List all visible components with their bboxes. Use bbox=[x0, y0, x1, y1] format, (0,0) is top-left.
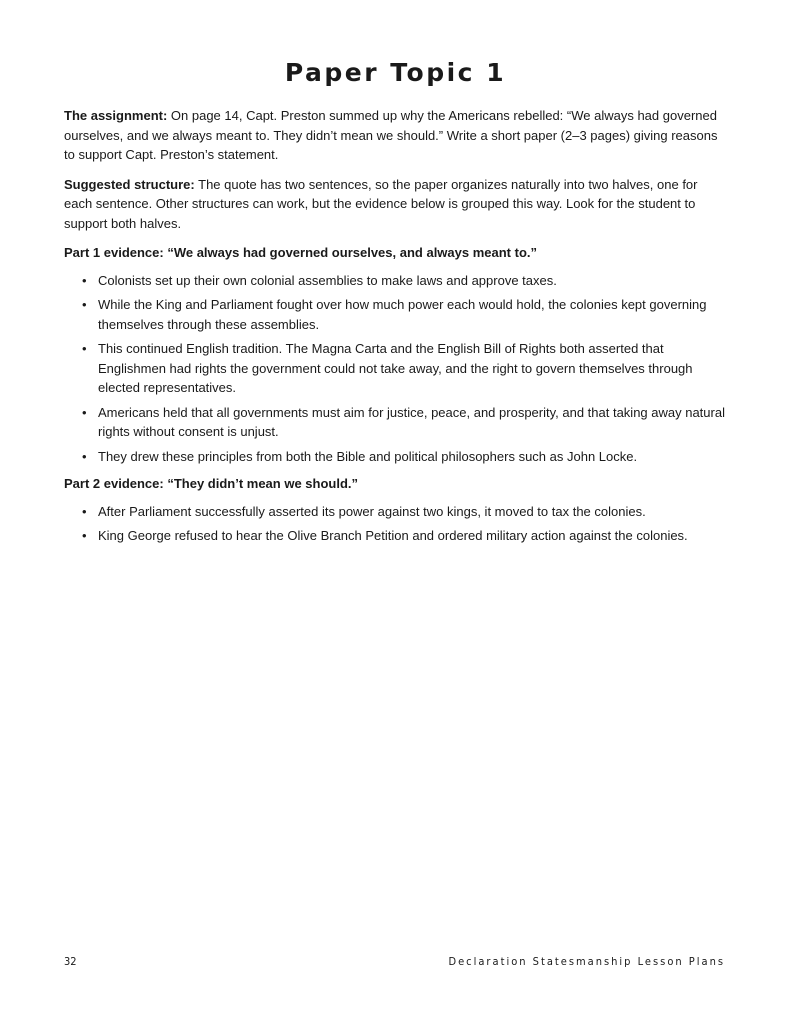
page-footer bbox=[64, 955, 725, 971]
list-item bbox=[64, 271, 728, 291]
list-item bbox=[64, 295, 728, 334]
bullet-icon: • bbox=[82, 404, 87, 420]
assignment-text: On page 14, Capt. Preston summed up why the Americans rebelled: “We always had governed ourselves, and we always meant to. They didn’t mean we should.” Write a short paper (2–3 pages) giving reasons to support Capt. Preston’s statement. bbox=[64, 108, 718, 162]
bullet-icon: • bbox=[82, 448, 87, 464]
list-item-text: While the King and Parliament fought over how much power each would hold, the colonies kept governing themselves through these assemblies. bbox=[98, 297, 707, 332]
part1-list bbox=[64, 271, 728, 467]
page-title: Paper Topic 1 bbox=[284, 58, 507, 87]
list-item bbox=[64, 403, 728, 442]
list-item bbox=[64, 502, 728, 522]
assignment-lead: The assignment: bbox=[64, 108, 168, 123]
bullet-icon: • bbox=[82, 503, 87, 519]
list-item-text: Colonists set up their own colonial assemblies to make laws and approve taxes. bbox=[98, 272, 557, 288]
list-item-text: King George refused to hear the Olive Branch Petition and ordered military action against the colonies. bbox=[98, 528, 688, 543]
bullet-icon: • bbox=[82, 272, 87, 288]
list-item-text: Americans held that all governments must aim for justice, peace, and prosperity, and that taking away natural rights without consent is unjust. bbox=[98, 404, 725, 439]
list-item-text: They drew these principles from both the Bible and political philosophers such as John Locke. bbox=[98, 448, 638, 464]
bullet-icon: • bbox=[82, 297, 87, 312]
structure-text: The quote has two sentences, so the paper organizes naturally into two halves, one for each sentence. Other structures can work, but the evidence below is grouped this way. Look for the student to support both halves. bbox=[64, 176, 698, 231]
part2-list bbox=[64, 502, 728, 546]
part1-heading: Part 1 evidence: “We always had governed ourselves, and always meant to.” bbox=[64, 245, 537, 260]
list-item bbox=[64, 526, 728, 546]
bullet-icon: • bbox=[82, 528, 87, 543]
list-item bbox=[64, 447, 728, 467]
structure-paragraph bbox=[64, 175, 728, 234]
part2-heading: Part 2 evidence: “They didn’t mean we should.” bbox=[64, 476, 359, 491]
list-item-text: This continued English tradition. The Magna Carta and the English Bill of Rights both asserted that Englishmen had rights the government could not take away, and the right to govern themselves through elected representatives. bbox=[98, 341, 693, 395]
page-content bbox=[64, 106, 728, 554]
list-item bbox=[64, 339, 728, 398]
assignment-paragraph bbox=[64, 106, 728, 165]
book-title: Declaration Statesmanship Lesson Plans bbox=[448, 955, 725, 968]
page-number: 32 bbox=[64, 955, 77, 968]
bullet-icon: • bbox=[82, 341, 87, 356]
structure-lead: Suggested structure: bbox=[64, 176, 195, 192]
list-item-text: After Parliament successfully asserted its power against two kings, it moved to tax the colonies. bbox=[98, 503, 646, 519]
